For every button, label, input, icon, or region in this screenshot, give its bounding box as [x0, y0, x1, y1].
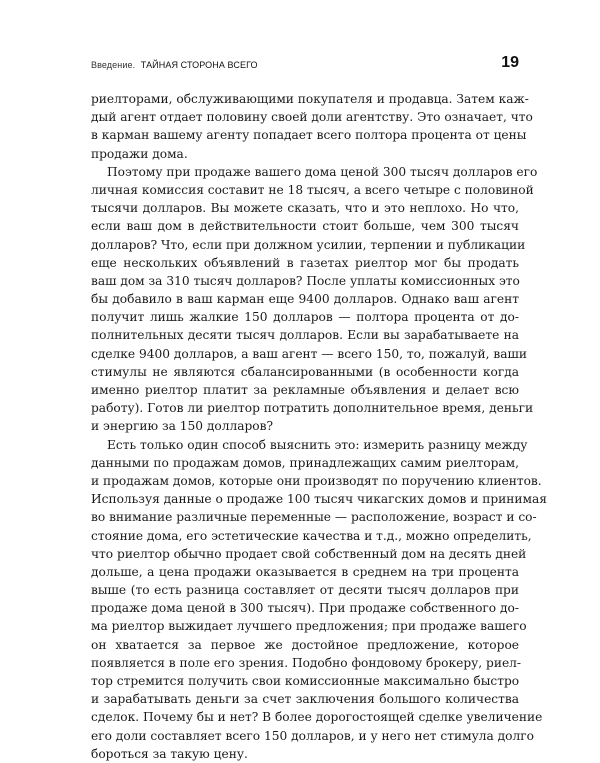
- text-line: ваш дом за 310 тысяч долларов? После уплаты комиссионных это: [91, 273, 520, 288]
- text-line: дольше, а цена продажи оказывается в среднем на три процента: [91, 564, 519, 579]
- text-line: риелторами, обслуживающими покупателя и продавца. Затем каж-: [91, 92, 529, 106]
- text-line: и энергию за 150 долларов?: [91, 419, 274, 434]
- running-header: [91, 54, 519, 78]
- text-line: долларов? Что, если при должном усилии, терпении и публикации: [91, 237, 526, 252]
- text-line: работу). Готов ли риелтор потратить дополнительное время, деньги: [91, 401, 534, 416]
- text-line: сделке 9400 долларов, а ваш агент — всего 150, то, пожалуй, ваши: [91, 346, 527, 361]
- text-line: во внимание различные переменные — расположение, возраст и со-: [91, 510, 537, 525]
- text-line: стимулы не являются сбалансированными (в особенности когда: [91, 364, 519, 379]
- text-line: полнительных десяти тысяч долларов. Если вы зарабатываете на: [91, 328, 519, 343]
- text-line: стояние дома, его эстетические качества и т.д., можно определить,: [91, 528, 532, 543]
- text-line: данными по продажам домов, принадлежащих самим риелторам,: [91, 455, 519, 470]
- text-line: и продажам домов, которые они производят по поручению клиентов.: [91, 473, 542, 488]
- page-number: 19: [501, 54, 519, 71]
- text-line: продажи дома.: [91, 146, 188, 161]
- text-line: еще нескольких объявлений в газетах риелтор мог бы продать: [91, 255, 519, 270]
- text-line: получит лишь жалкие 150 долларов — полтора процента от до-: [91, 310, 519, 325]
- text-line: что риелтор обычно продает свой собственный дом на десять дней: [91, 546, 527, 561]
- text-line: Есть только один способ выяснить это: измерить разницу между: [107, 437, 528, 452]
- text-line: бороться за такую цену.: [91, 746, 248, 761]
- text-line: выше (то есть разница составляет от десяти тысяч долларов при: [91, 583, 519, 598]
- text-line: появляется в поле его зрения. Подобно фондовому брокеру, риел-: [91, 655, 522, 670]
- text-line: в карман вашему агенту попадает всего полтора процента от цены: [91, 128, 527, 143]
- text-line: бы добавило в ваш карман еще 9400 долларов. Однако ваш агент: [91, 292, 519, 307]
- text-line: дый агент отдает половину своей доли агентству. Это означает, что: [91, 110, 533, 125]
- running-title: [91, 60, 258, 70]
- section-label: Введение: [91, 60, 133, 70]
- text-line: и зарабатывать деньги за счет заключения большого количества: [91, 692, 519, 707]
- chapter-title: ТАЙНАЯ СТОРОНА ВСЕГО: [140, 60, 258, 70]
- text-line: ма риелтор выжидает лучшего предложения; при продаже вашего: [91, 619, 527, 634]
- separator-dot: .: [132, 60, 136, 70]
- text-line: именно риелтор платит за рекламные объявления и делает всю: [91, 383, 519, 397]
- text-line: его доли составляет всего 150 долларов, и у него нет стимула долго: [91, 728, 534, 743]
- text-line: Используя данные о продаже 100 тысяч чикагских домов и принимая: [91, 492, 547, 507]
- text-line: сделок. Почему бы и нет? В более дорогостоящей сделке увеличение: [91, 710, 543, 725]
- text-line: продаже дома ценой в 300 тысяч). При продаже собственного до-: [91, 601, 519, 616]
- text-line: Поэтому при продаже вашего дома ценой 300 тысяч долларов его: [107, 164, 538, 179]
- text-line: тор стремится получить свои комиссионные максимально быстро: [91, 674, 520, 688]
- text-line: тысячи долларов. Вы можете сказать, что и это неплохо. Но что,: [91, 201, 519, 216]
- text-line: личная комиссия составит не 18 тысяч, а всего четыре с половиной: [91, 182, 534, 197]
- body-text: [91, 90, 547, 763]
- text-line: он хватается за первое же достойное предложение, которое: [91, 637, 519, 652]
- text-line: если ваш дом в действительности стоит больше, чем 300 тысяч: [91, 219, 519, 234]
